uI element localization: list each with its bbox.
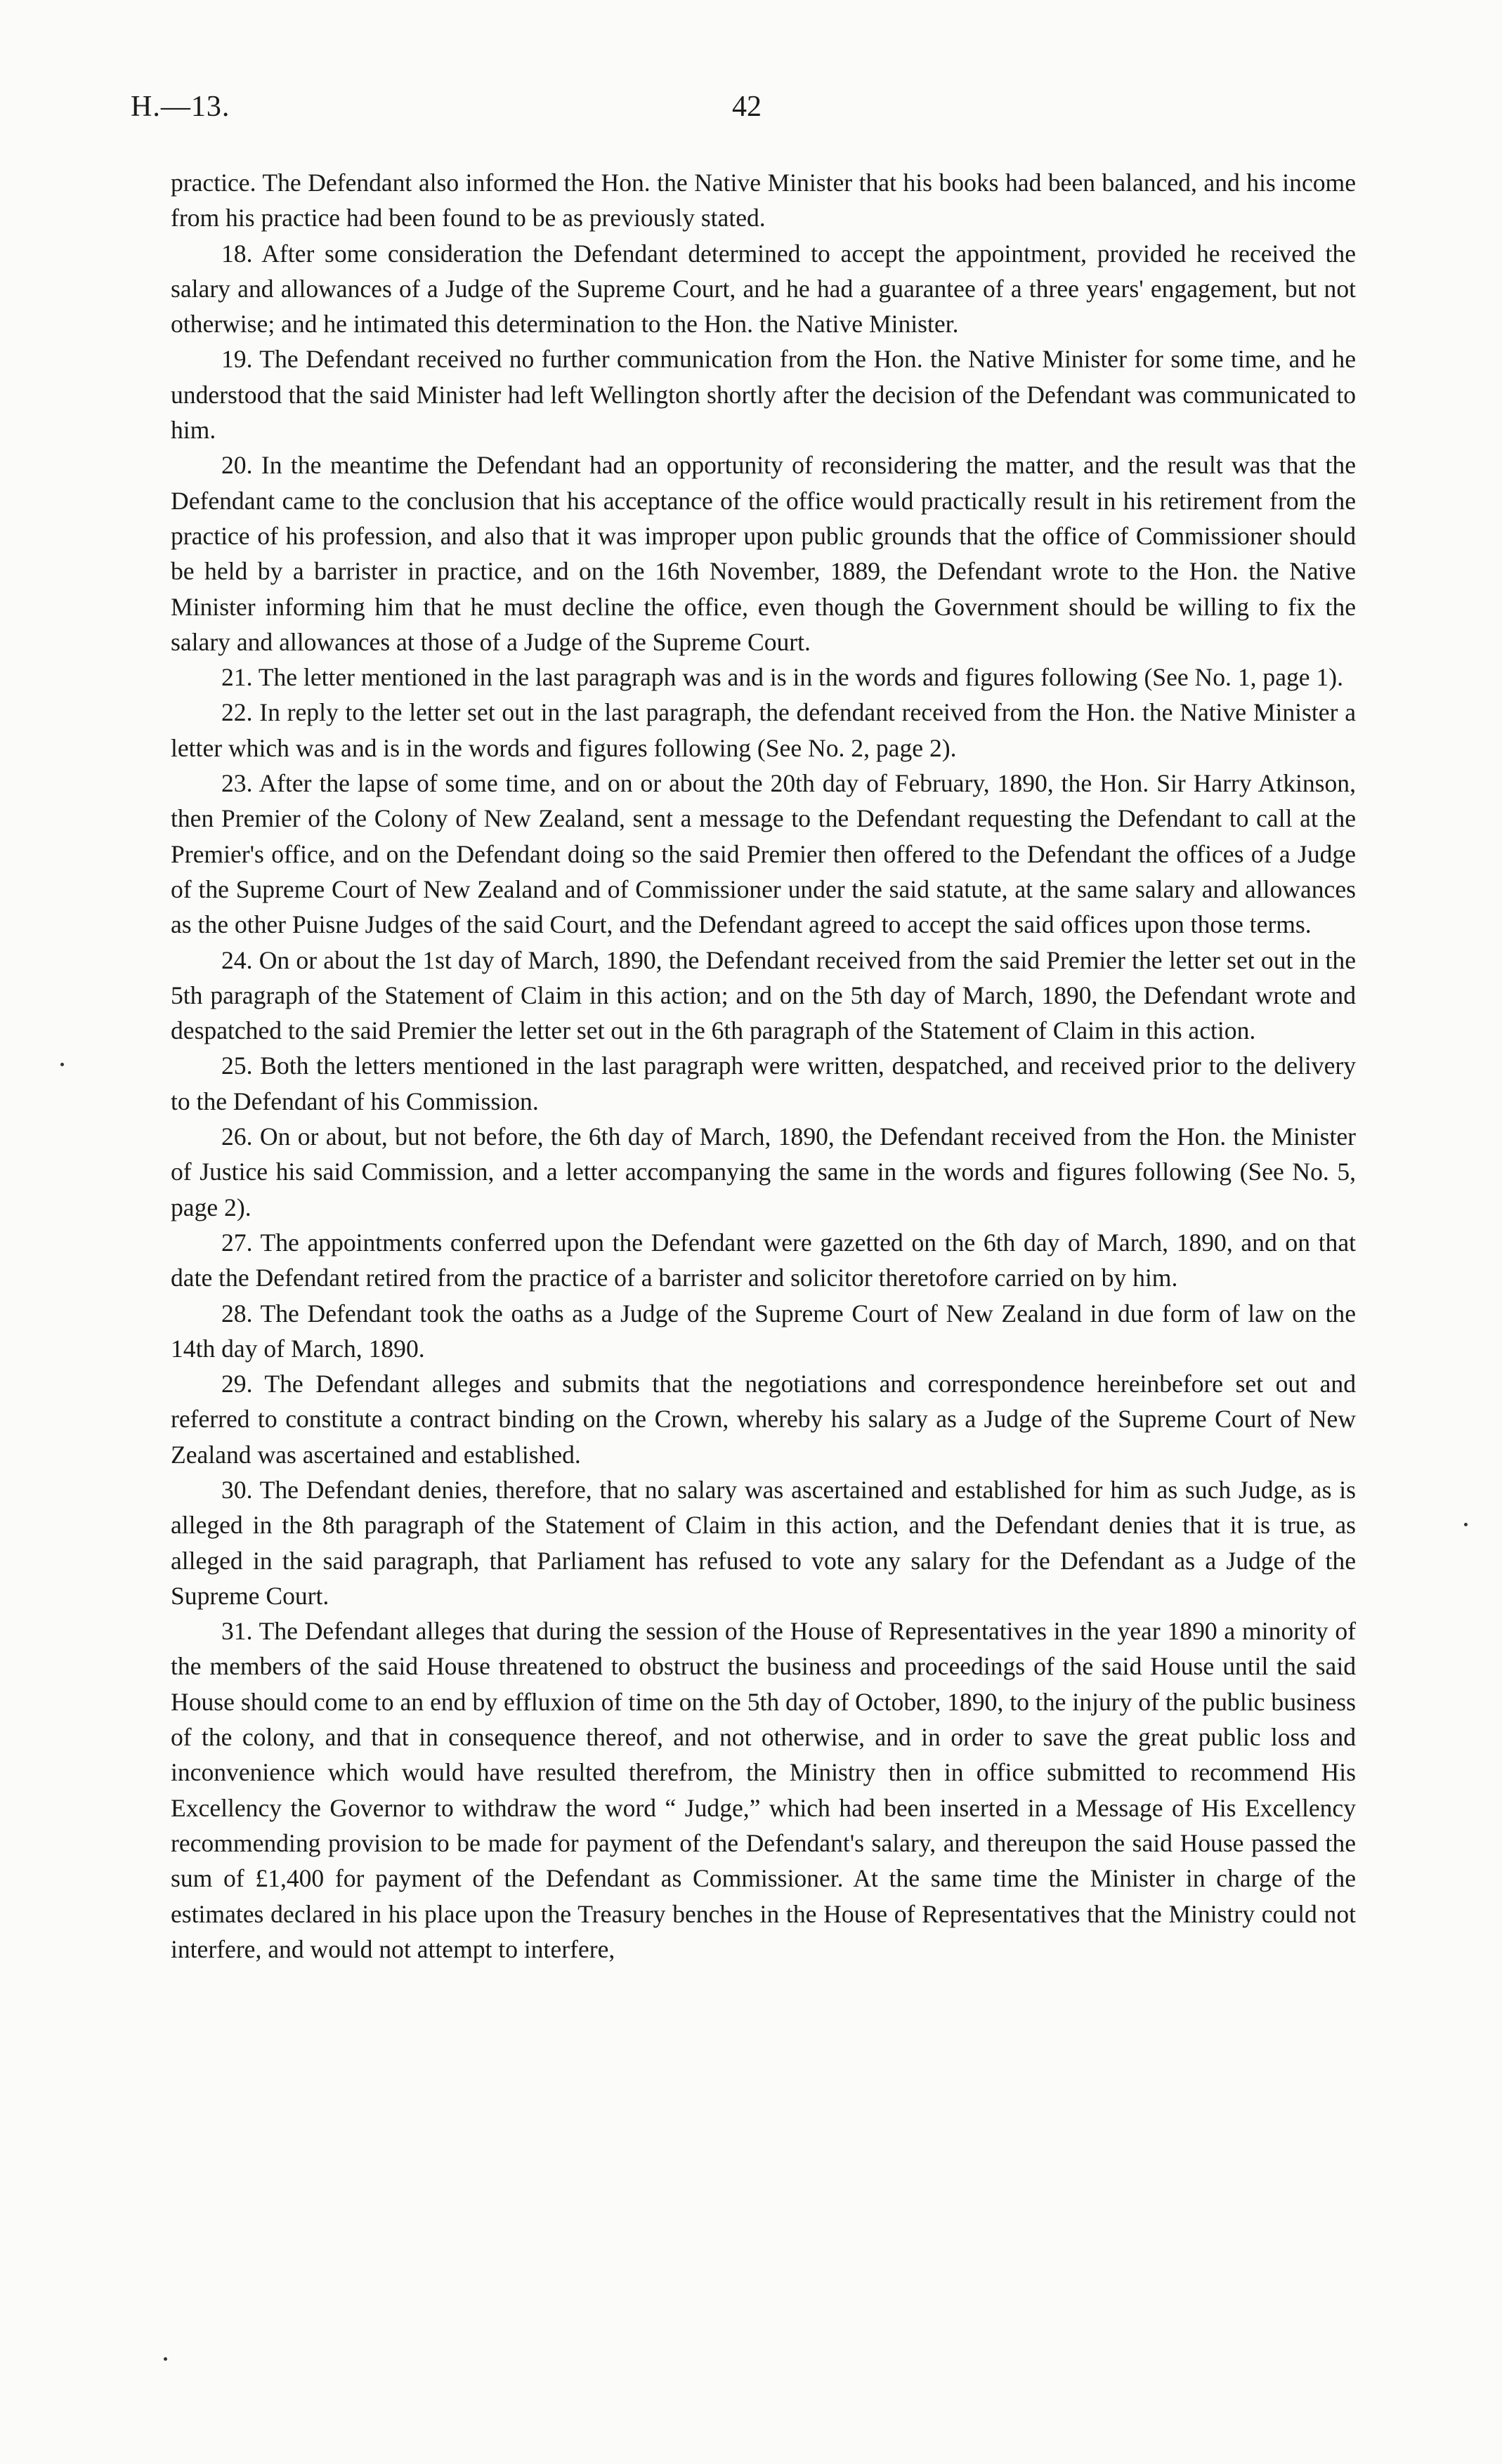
paragraph-18: 18. After some consideration the Defendant determined to accept the appointment, provided he received the salary and allowances of a Judge of the Supreme Court, and he had a guarantee of a three years' engagement, but not otherwise; and he intimated this determination to the Hon. the Native Minister. <box>171 239 1356 339</box>
paragraph-26: 26. On or about, but not before, the 6th day of March, 1890, the Defendant received from the Hon. the Minister of Justice his said Commission, and a letter accompanying the same in the words and figures following (See No. 5, page 2). <box>171 1122 1356 1221</box>
paragraph-28: 28. The Defendant took the oaths as a Judge of the Supreme Court of New Zealand in due form of law on the 14th day of March, 1890. <box>171 1299 1356 1363</box>
paragraph-23: 23. After the lapse of some time, and on or about the 20th day of February, 1890, the Hon. Sir Harry Atkinson, then Premier of the Colony of New Zealand, sent a message to the Defendant requesting the Defendant to call at the Premier's office, and on the Defendant doing so the said Premier then offered to the Defendant the offices of a Judge of the Supreme Court of New Zealand and of Commissioner under the said statute, at the same salary and allowances as the other Puisne Judges of the said Court, and the Defendant agreed to accept the said offices upon those terms. <box>171 769 1356 939</box>
margin-dot-right <box>1464 1523 1468 1526</box>
paragraph-20: 20. In the meantime the Defendant had an opportunity of reconsidering the matter, and the result was that the Defendant came to the conclusion that his acceptance of the office would practically result in his retirement from the practice of his profession, and also that it was improper upon public grounds that the office of Commissioner should be held by a barrister in practice, and on the 16th November, 1889, the Defendant wrote to the Hon. the Native Minister informing him that he must decline the office, even though the Government should be willing to fix the salary and allowances at those of a Judge of the Supreme Court. <box>171 451 1356 656</box>
page-header <box>131 90 1363 132</box>
document-reference: H.—13. <box>131 91 230 123</box>
paragraph-27: 27. The appointments conferred upon the Defendant were gazetted on the 6th day of March, 1890, and on that date the Defendant retired from the practice of a barrister and solicitor theretofore carried on by him. <box>171 1228 1356 1292</box>
paragraph-31: 31. The Defendant alleges that during the session of the House of Representatives in the year 1890 a minority of the members of the said House threatened to obstruct the business and proceedings of the said House until the said House should come to an end by effluxion of time on the 5th day of October, 1890, to the injury of the public business of the colony, and that in consequence thereof, and not otherwise, and in order to save the great public loss and inconvenience which would have resulted therefrom, the Ministry then in office submitted to recommend His Excellency the Governor to withdraw the word “ Judge,” which had been inserted in a Message of His Excellency recommending provision to be made for payment of the Defendant's salary, and thereupon the said House passed the sum of £1,400 for payment of the Defendant as Commissioner. At the same time the Minister in charge of the estimates declared in his place upon the Treasury benches in the House of Representatives that the Ministry could not interfere, and would not attempt to interfere, <box>171 1617 1356 1963</box>
margin-dot-left <box>60 1063 64 1066</box>
document-body <box>171 165 1356 1967</box>
paragraph-29: 29. The Defendant alleges and submits that the negotiations and correspondence hereinbefore set out and referred to constitute a contract binding on the Crown, whereby his salary as a Judge of the Supreme Court of New Zealand was ascertained and established. <box>171 1370 1356 1469</box>
margin-dot-bottom <box>164 2357 167 2361</box>
paragraph-25: 25. Both the letters mentioned in the last paragraph were written, despatched, and received prior to the delivery to the Defendant of his Commission. <box>171 1051 1356 1115</box>
paragraph-19: 19. The Defendant received no further communication from the Hon. the Native Minister for some time, and he understood that the said Minister had left Wellington shortly after the decision of the Defendant was communicated to him. <box>171 345 1356 445</box>
paragraph-24: 24. On or about the 1st day of March, 1890, the Defendant received from the said Premier the letter set out in the 5th paragraph of the Statement of Claim in this action; and on the 5th day of March, 1890, the Defendant wrote and despatched to the said Premier the letter set out in the 6th paragraph of the Statement of Claim in this action. <box>171 945 1356 1045</box>
paragraph-continuation: practice. The Defendant also informed the Hon. the Native Minister that his books had been balanced, and his income from his practice had been found to be as previously stated. <box>171 169 1356 232</box>
paragraph-21: 21. The letter mentioned in the last paragraph was and is in the words and figures following (See No. 1, page 1). <box>221 663 1343 692</box>
paragraph-30: 30. The Defendant denies, therefore, that no salary was ascertained and established for him as such Judge, as is alleged in the 8th paragraph of the Statement of Claim in this action, and the Defendant denies that it is true, as alleged in the said paragraph, that Parliament has refused to vote any salary for the Defendant as a Judge of the Supreme Court. <box>171 1475 1356 1610</box>
paragraph-22: 22. In reply to the letter set out in the last paragraph, the defendant received from the Hon. the Native Minister a letter which was and is in the words and figures following (See No. 2, page 2). <box>171 698 1356 762</box>
page-number: 42 <box>732 91 762 123</box>
